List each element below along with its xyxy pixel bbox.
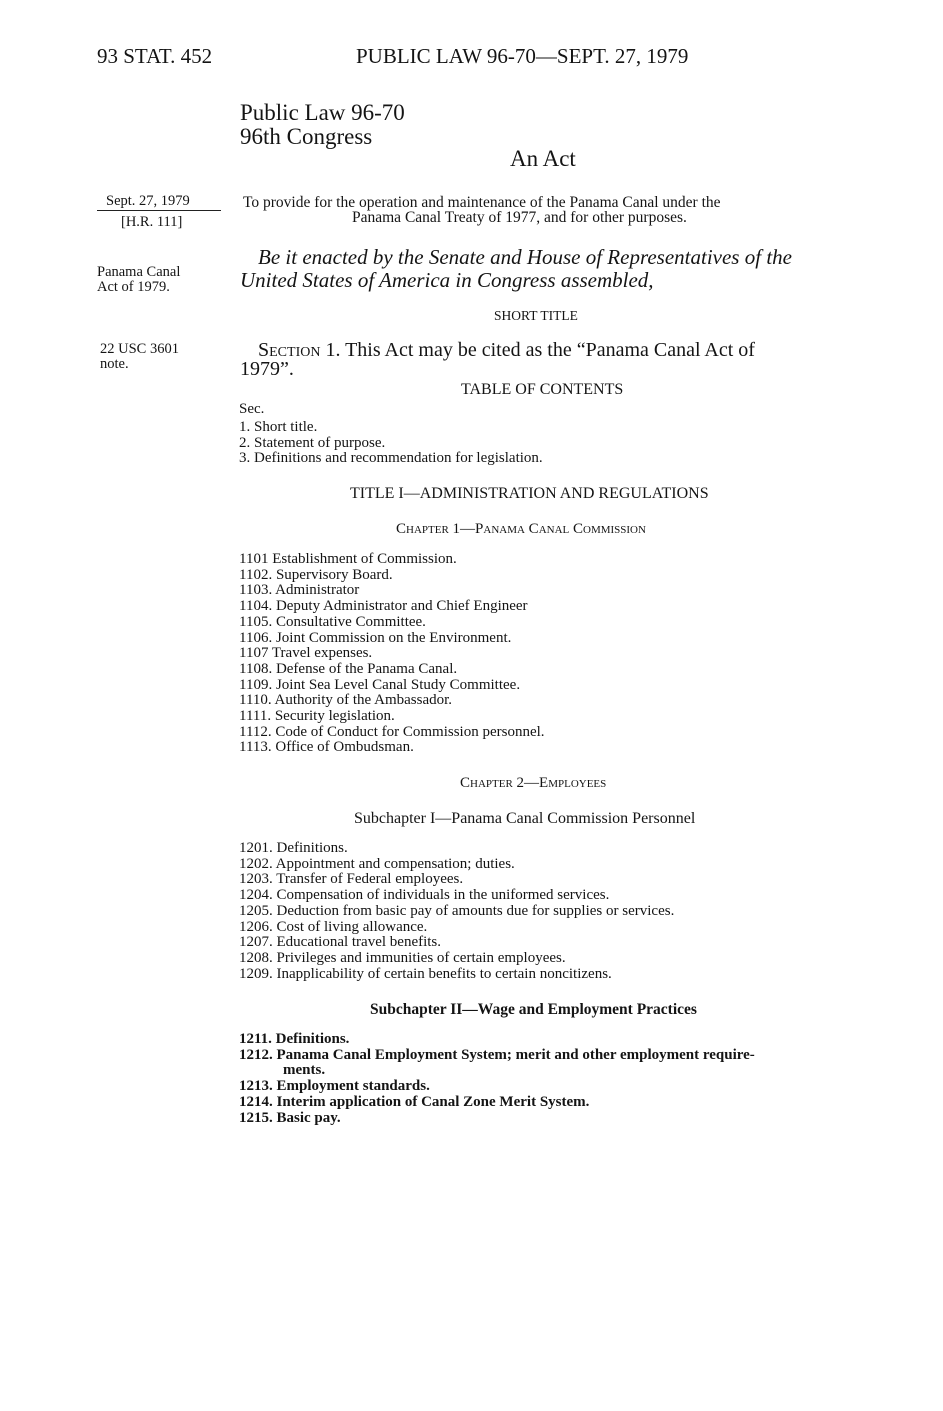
list-item: 1108. Defense of the Panama Canal. [239, 660, 458, 677]
toc-heading: TABLE OF CONTENTS [461, 381, 624, 398]
section-1-line-1 [258, 339, 755, 362]
title-1-heading: TITLE I—ADMINISTRATION AND REGULATIONS [350, 485, 709, 502]
list-item: 1107 Travel expenses. [239, 645, 373, 662]
margin-usc-2: note. [100, 356, 129, 372]
list-item: 1203. Transfer of Federal employees. [239, 871, 464, 888]
chapter-1-list [239, 552, 545, 756]
margin-usc-1: 22 USC 3601 [100, 341, 179, 357]
toc-sec-label: Sec. [239, 401, 265, 417]
page-stat-number: 93 STAT. 452 [97, 44, 213, 68]
list-item: 1105. Consultative Committee. [239, 613, 426, 630]
list-item: 1113. Office of Ombudsman. [239, 739, 414, 756]
public-law-number: Public Law 96-70 [240, 100, 405, 125]
list-item: 1208. Privileges and immunities of certain employees. [239, 949, 566, 966]
list-item: 1112. Code of Conduct for Commission personnel. [239, 723, 545, 740]
list-item: 1101 Establishment of Commission. [239, 551, 457, 567]
list-item: 1104. Deputy Administrator and Chief Engineer [239, 598, 528, 615]
section-1-line-2: 1979”. [240, 358, 294, 380]
list-item: 1110. Authority of the Ambassador. [239, 692, 453, 709]
short-title-heading: SHORT TITLE [494, 308, 578, 323]
section-word: Section [258, 339, 321, 361]
subchapter-2-list [239, 1032, 755, 1126]
margin-rule [97, 210, 221, 211]
enacting-clause-line-1: Be it enacted by the Senate and House of Representatives of the [258, 245, 792, 269]
purpose-line-1: To provide for the operation and maintenance of the Panama Canal under the [243, 194, 721, 211]
list-item: 1102. Supervisory Board. [239, 566, 393, 583]
list-item: 1214. Interim application of Canal Zone Merit System. [239, 1093, 590, 1110]
toc-item: 1. Short title. [239, 419, 318, 435]
list-item: 1212. Panama Canal Employment System; merit and other employment require- [239, 1046, 755, 1063]
subchapter-1-heading: Subchapter I—Panama Canal Commission Personnel [354, 810, 696, 827]
page-running-head: PUBLIC LAW 96-70—SEPT. 27, 1979 [356, 44, 689, 68]
toc-list [239, 420, 543, 467]
list-item: 1204. Compensation of individuals in the uniformed services. [239, 887, 610, 904]
list-item: 1201. Definitions. [239, 840, 348, 856]
margin-date: Sept. 27, 1979 [106, 193, 190, 209]
list-item: 1213. Employment standards. [239, 1078, 430, 1095]
chapter-1-heading: Chapter 1—Panama Canal Commission [396, 521, 646, 537]
purpose-line-2: Panama Canal Treaty of 1977, and for other purposes. [352, 209, 687, 226]
list-item: 1205. Deduction from basic pay of amounts due for supplies or services. [239, 902, 675, 919]
chapter-2-heading: Chapter 2—Employees [460, 775, 607, 791]
list-item: 1209. Inapplicability of certain benefits to certain noncitizens. [239, 965, 612, 982]
list-item: 1109. Joint Sea Level Canal Study Committee. [239, 676, 521, 693]
list-item-continuation: ments. [283, 1062, 326, 1079]
list-item: 1215. Basic pay. [239, 1109, 341, 1126]
list-item: 1206. Cost of living allowance. [239, 918, 428, 935]
margin-bill-number: [H.R. 111] [121, 214, 183, 230]
margin-short-title-1: Panama Canal [97, 264, 181, 280]
enacting-clause-line-2: United States of America in Congress assembled, [240, 268, 654, 292]
list-item: 1207. Educational travel benefits. [239, 934, 442, 951]
section-1-text: 1. This Act may be cited as the “Panama Canal Act of [320, 339, 755, 361]
toc-item: 2. Statement of purpose. [239, 434, 386, 451]
subchapter-1-list [239, 841, 674, 982]
list-item: 1103. Administrator [239, 582, 360, 599]
toc-item: 3. Definitions and recommendation for legislation. [239, 450, 543, 467]
an-act-label: An Act [510, 146, 576, 171]
congress-number: 96th Congress [240, 124, 373, 149]
subchapter-2-heading: Subchapter II—Wage and Employment Practices [370, 1001, 697, 1018]
list-item: 1106. Joint Commission on the Environment. [239, 629, 512, 646]
list-item: 1211. Definitions. [239, 1031, 350, 1047]
list-item: 1202. Appointment and compensation; duties. [239, 855, 515, 872]
margin-short-title-2: Act of 1979. [97, 279, 170, 295]
list-item: 1111. Security legislation. [239, 708, 395, 725]
